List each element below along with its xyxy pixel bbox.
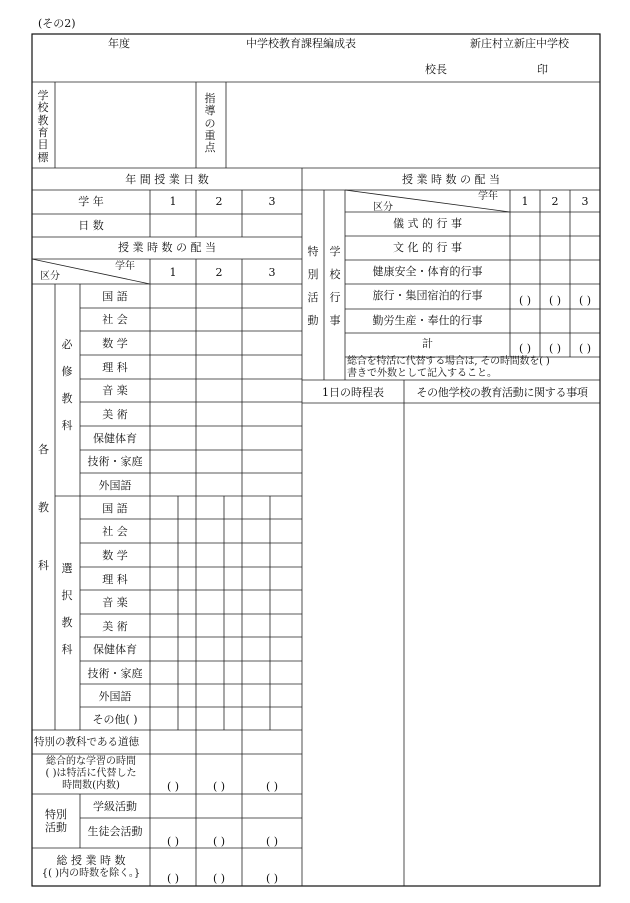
hours-grade-3: 3 [268,266,276,279]
year-label: 年度 [108,37,130,50]
council-paren-1: ( ) [166,835,180,848]
right-grade-diagonal-label: 学年 [478,191,498,202]
hours-allocation-header: 授 業 時 数 の 配 当 [118,241,216,254]
elec-subject-math: 数 学 [102,549,128,562]
event-health-sports: 健康安全・体育的行事 [372,265,483,278]
special-activities-label-1: 特別 [45,808,67,821]
integrated-study-label-1: 総合的な学習の時間 [46,756,136,767]
grade-diagonal-label: 学年 [115,261,135,272]
req-subject-science: 理 科 [102,361,128,374]
school-name: 新庄村立新庄中学校 [470,37,569,50]
seal-label: 印 [537,63,548,76]
req-subject-art: 美 術 [102,408,128,421]
elec-subject-japanese: 国 語 [102,502,128,515]
integrated-study-label-3: 時間数(内数) [62,780,120,791]
req-subject-foreign: 外国語 [98,479,132,492]
grade-row-label: 学 年 [78,195,104,208]
principal-label: 校長 [425,63,447,76]
school-goals-label: 学校教育目標 [37,89,49,164]
travel-paren-2: ( ) [548,294,562,307]
kubun-label: 区分 [40,271,60,282]
elec-subject-art: 美 術 [102,620,128,633]
req-subject-pe: 保健体育 [93,432,137,445]
travel-paren-1: ( ) [518,294,532,307]
right-kubun-label: 区分 [373,202,393,213]
teaching-focus-label: 指導の重点 [204,92,216,155]
grade-1: 1 [169,195,177,208]
elec-subject-music: 音 楽 [102,596,128,609]
right-hours-header: 授 業 時 数 の 配 当 [402,173,500,186]
class-activities-label: 学級活動 [93,800,137,813]
elective-subjects-label: 選択教科 [61,562,73,656]
right-grade-3: 3 [581,195,589,208]
integrated-study-label-2: ( )は特活に代替した [45,768,137,779]
kaku-char: 各 [38,443,49,456]
elec-subject-other: その他( ) [92,713,138,726]
annual-days-header: 年 間 授 業 日 数 [125,173,209,186]
ka-char: 科 [38,559,49,572]
total-event-paren-3: ( ) [578,342,592,355]
req-subject-music: 音 楽 [102,384,128,397]
moral-education-label: 特別の教科である道徳 [34,736,139,748]
days-row-label: 日 数 [78,219,104,232]
elec-subject-social: 社 会 [102,525,128,538]
event-travel-lodging: 旅行・集団宿泊的行事 [372,289,483,302]
special-activities-vertical: 特別活動 [307,245,319,328]
right-grade-2: 2 [551,195,559,208]
other-activities-label: その他学校の教育活動に関する事項 [416,386,588,399]
elec-subject-pe: 保健体育 [93,643,137,656]
req-subject-tech-home: 技術・家庭 [87,455,143,468]
total-paren-3: ( ) [265,872,279,885]
council-paren-2: ( ) [212,835,226,848]
event-ceremonial: 儀 式 的 行 事 [393,217,462,230]
integrated-paren-2: ( ) [212,780,226,793]
integrated-paren-1: ( ) [166,780,180,793]
elec-subject-foreign: 外国語 [98,690,132,703]
total-event-paren-2: ( ) [548,342,562,355]
substitution-note-1: 総合を特活に代替する場合は, その時間数を( ) [347,356,550,367]
elec-subject-science: 理 科 [102,573,128,586]
event-cultural: 文 化 的 行 事 [393,241,462,254]
integrated-paren-3: ( ) [265,780,279,793]
total-paren-1: ( ) [166,872,180,885]
total-hours-label-1: 総 授 業 時 数 [56,854,126,867]
daily-schedule-label: 1日の時程表 [322,386,384,399]
school-events-vertical: 学校行事 [329,245,341,328]
grade-3: 3 [268,195,276,208]
form-title: 中学校教育課程編成表 [246,37,356,50]
page-label: (その2) [38,17,76,30]
total-paren-2: ( ) [212,872,226,885]
req-subject-social: 社 会 [102,313,128,326]
req-subject-japanese: 国 語 [102,290,128,303]
kyo-char: 教 [38,501,49,514]
right-grade-1: 1 [521,195,529,208]
hours-grade-1: 1 [169,266,177,279]
special-activities-label-2: 活動 [45,821,67,834]
total-hours-label-2: {( )内の時数を除く。} [41,868,141,879]
req-subject-math: 数 学 [102,337,128,350]
event-total: 計 [422,337,433,350]
elec-subject-tech-home: 技術・家庭 [87,667,143,680]
student-council-label: 生徒会活動 [87,825,143,838]
total-event-paren-1: ( ) [518,342,532,355]
grade-2: 2 [215,195,223,208]
event-labor-service: 勤労生産・奉仕的行事 [372,314,483,327]
required-subjects-label: 必修教科 [61,338,73,432]
council-paren-3: ( ) [265,835,279,848]
travel-paren-3: ( ) [578,294,592,307]
hours-grade-2: 2 [215,266,223,279]
substitution-note-2: 書きで外数として記入すること。 [347,368,497,379]
